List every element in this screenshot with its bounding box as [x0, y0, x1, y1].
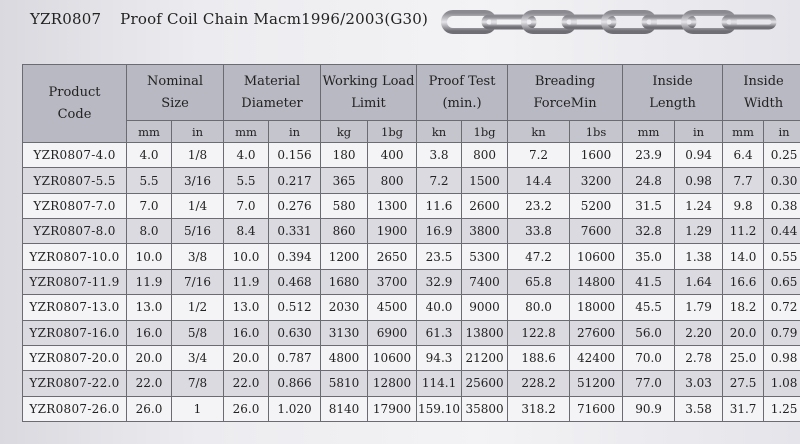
table-cell: 7/16 — [172, 269, 224, 294]
product-code-cell: YZR0807-20.0 — [23, 345, 127, 370]
table-cell: 77.0 — [623, 371, 675, 396]
table-cell: 27.5 — [723, 371, 764, 396]
table-cell: 0.30 — [764, 168, 800, 193]
unit-header: mm — [127, 121, 172, 143]
table-cell: 0.38 — [764, 193, 800, 218]
table-cell: 20.0 — [224, 345, 269, 370]
table-cell: 1 — [172, 396, 224, 421]
table-cell: 31.5 — [623, 193, 675, 218]
table-cell: 0.468 — [269, 269, 321, 294]
table-cell: 1.79 — [675, 295, 723, 320]
unit-header: in — [172, 121, 224, 143]
table-cell: 188.6 — [508, 345, 570, 370]
table-cell: 7600 — [570, 219, 623, 244]
table-cell: 1/8 — [172, 143, 224, 168]
table-cell: 114.1 — [417, 371, 462, 396]
table-cell: 25.0 — [723, 345, 764, 370]
table-cell: 3/8 — [172, 244, 224, 269]
header-material-diameter: Material Diameter — [224, 65, 321, 121]
table-cell: 1.020 — [269, 396, 321, 421]
table-cell: 32.8 — [623, 219, 675, 244]
table-cell: 0.156 — [269, 143, 321, 168]
table-cell: 16.0 — [224, 320, 269, 345]
table-cell: 24.8 — [623, 168, 675, 193]
table-cell: 14.0 — [723, 244, 764, 269]
table-cell: 4500 — [368, 295, 417, 320]
table-cell: 1.38 — [675, 244, 723, 269]
unit-header: 1bs — [570, 121, 623, 143]
table-cell: 860 — [321, 219, 368, 244]
product-series-code: YZR0807 — [30, 10, 102, 28]
table-cell: 10.0 — [127, 244, 172, 269]
table-cell: 23.9 — [623, 143, 675, 168]
table-cell: 5810 — [321, 371, 368, 396]
table-cell: 6.4 — [723, 143, 764, 168]
table-row — [23, 168, 800, 193]
header-nominal-size: Nominal Size — [127, 65, 224, 121]
table-cell: 2.20 — [675, 320, 723, 345]
product-code-cell: YZR0807-13.0 — [23, 295, 127, 320]
table-cell: 41.5 — [623, 269, 675, 294]
table-cell: 5300 — [462, 244, 508, 269]
table-cell: 18.2 — [723, 295, 764, 320]
unit-header: kn — [508, 121, 570, 143]
table-cell: 580 — [321, 193, 368, 218]
product-code-cell: YZR0807-4.0 — [23, 143, 127, 168]
chain-photo — [440, 4, 780, 40]
table-cell: 0.98 — [764, 345, 800, 370]
table-cell: 180 — [321, 143, 368, 168]
table-row — [23, 143, 800, 168]
product-code-cell: YZR0807-8.0 — [23, 219, 127, 244]
table-cell: 1.64 — [675, 269, 723, 294]
table-cell: 21200 — [462, 345, 508, 370]
table-cell: 0.512 — [269, 295, 321, 320]
header — [30, 10, 428, 28]
table-cell: 0.65 — [764, 269, 800, 294]
product-code-cell: YZR0807-5.5 — [23, 168, 127, 193]
table-cell: 122.8 — [508, 320, 570, 345]
table-cell: 7.7 — [723, 168, 764, 193]
table-cell: 3.8 — [417, 143, 462, 168]
table-row — [23, 345, 800, 370]
table-cell: 5.5 — [224, 168, 269, 193]
table-cell: 0.394 — [269, 244, 321, 269]
unit-header: 1bg — [368, 121, 417, 143]
table-cell: 2.78 — [675, 345, 723, 370]
table-row — [23, 371, 800, 396]
spec-table — [22, 64, 800, 422]
unit-header: kn — [417, 121, 462, 143]
table-cell: 4.0 — [127, 143, 172, 168]
table-cell: 32.9 — [417, 269, 462, 294]
table-cell: 2600 — [462, 193, 508, 218]
product-code-cell: YZR0807-11.9 — [23, 269, 127, 294]
table-cell: 0.217 — [269, 168, 321, 193]
table-cell: 40.0 — [417, 295, 462, 320]
table-cell: 0.98 — [675, 168, 723, 193]
table-cell: 2030 — [321, 295, 368, 320]
unit-header: in — [269, 121, 321, 143]
product-code-cell: YZR0807-7.0 — [23, 193, 127, 218]
table-cell: 365 — [321, 168, 368, 193]
unit-header: in — [675, 121, 723, 143]
table-cell: 26.0 — [224, 396, 269, 421]
header-inside-length: Inside Length — [623, 65, 723, 121]
table-cell: 16.6 — [723, 269, 764, 294]
table-cell: 35800 — [462, 396, 508, 421]
table-cell: 47.2 — [508, 244, 570, 269]
table-cell: 16.0 — [127, 320, 172, 345]
table-cell: 35.0 — [623, 244, 675, 269]
table-cell: 20.0 — [127, 345, 172, 370]
table-cell: 14.4 — [508, 168, 570, 193]
table-cell: 1.29 — [675, 219, 723, 244]
table-cell: 1500 — [462, 168, 508, 193]
table-row — [23, 320, 800, 345]
table-row — [23, 269, 800, 294]
table-cell: 159.10 — [417, 396, 462, 421]
table-cell: 1300 — [368, 193, 417, 218]
table-cell: 1.24 — [675, 193, 723, 218]
table-cell: 94.3 — [417, 345, 462, 370]
table-cell: 7/8 — [172, 371, 224, 396]
unit-header: 1bg — [462, 121, 508, 143]
table-cell: 3/4 — [172, 345, 224, 370]
product-code-cell: YZR0807-26.0 — [23, 396, 127, 421]
table-cell: 0.72 — [764, 295, 800, 320]
table-cell: 51200 — [570, 371, 623, 396]
table-cell: 7.2 — [417, 168, 462, 193]
table-cell: 0.276 — [269, 193, 321, 218]
table-cell: 0.25 — [764, 143, 800, 168]
table-cell: 800 — [368, 168, 417, 193]
table-cell: 2650 — [368, 244, 417, 269]
table-cell: 26.0 — [127, 396, 172, 421]
unit-header: mm — [224, 121, 269, 143]
table-cell: 14800 — [570, 269, 623, 294]
table-cell: 318.2 — [508, 396, 570, 421]
table-cell: 4.0 — [224, 143, 269, 168]
table-row — [23, 193, 800, 218]
unit-header: mm — [723, 121, 764, 143]
table-cell: 33.8 — [508, 219, 570, 244]
table-cell: 5.5 — [127, 168, 172, 193]
header-product-code: Product Code — [23, 65, 127, 143]
table-cell: 800 — [462, 143, 508, 168]
table-cell: 3130 — [321, 320, 368, 345]
table-cell: 6900 — [368, 320, 417, 345]
table-cell: 0.630 — [269, 320, 321, 345]
table-cell: 3200 — [570, 168, 623, 193]
unit-header: in — [764, 121, 800, 143]
table-cell: 1600 — [570, 143, 623, 168]
table-cell: 20.0 — [723, 320, 764, 345]
table-cell: 10600 — [570, 244, 623, 269]
unit-header: kg — [321, 121, 368, 143]
table-cell: 42400 — [570, 345, 623, 370]
table-cell: 0.787 — [269, 345, 321, 370]
page-title: Proof Coil Chain Macm1996/2003(G30) — [120, 10, 429, 28]
table-cell: 10.0 — [224, 244, 269, 269]
table-cell: 22.0 — [224, 371, 269, 396]
table-cell: 1200 — [321, 244, 368, 269]
table-cell: 17900 — [368, 396, 417, 421]
table-cell: 1/2 — [172, 295, 224, 320]
table-cell: 11.2 — [723, 219, 764, 244]
table-cell: 7.0 — [127, 193, 172, 218]
table-cell: 16.9 — [417, 219, 462, 244]
table-cell: 56.0 — [623, 320, 675, 345]
table-cell: 8.0 — [127, 219, 172, 244]
table-row — [23, 219, 800, 244]
table-cell: 11.9 — [127, 269, 172, 294]
table-cell: 25600 — [462, 371, 508, 396]
table-cell: 7.0 — [224, 193, 269, 218]
table-cell: 80.0 — [508, 295, 570, 320]
table-cell: 45.5 — [623, 295, 675, 320]
table-cell: 9000 — [462, 295, 508, 320]
table-cell: 8.4 — [224, 219, 269, 244]
table-cell: 0.866 — [269, 371, 321, 396]
table-row — [23, 295, 800, 320]
table-row — [23, 244, 800, 269]
table-cell: 11.6 — [417, 193, 462, 218]
table-cell: 0.44 — [764, 219, 800, 244]
table-cell: 1/4 — [172, 193, 224, 218]
table-cell: 5/16 — [172, 219, 224, 244]
table-cell: 13.0 — [127, 295, 172, 320]
table-cell: 65.8 — [508, 269, 570, 294]
table-cell: 13.0 — [224, 295, 269, 320]
table-cell: 12800 — [368, 371, 417, 396]
header-proof-test: Proof Test (min.) — [417, 65, 508, 121]
table-cell: 22.0 — [127, 371, 172, 396]
table-cell: 5200 — [570, 193, 623, 218]
table-cell: 3700 — [368, 269, 417, 294]
table-row — [23, 396, 800, 421]
table-cell: 18000 — [570, 295, 623, 320]
table-cell: 27600 — [570, 320, 623, 345]
table-cell: 11.9 — [224, 269, 269, 294]
table-cell: 4800 — [321, 345, 368, 370]
unit-header: mm — [623, 121, 675, 143]
product-code-cell: YZR0807-10.0 — [23, 244, 127, 269]
table-cell: 90.9 — [623, 396, 675, 421]
table-cell: 7.2 — [508, 143, 570, 168]
table-cell: 7400 — [462, 269, 508, 294]
table-cell: 0.331 — [269, 219, 321, 244]
header-inside-width: Inside Width — [723, 65, 800, 121]
table-cell: 5/8 — [172, 320, 224, 345]
table-cell: 8140 — [321, 396, 368, 421]
table-cell: 3/16 — [172, 168, 224, 193]
header-breaking-force: Breading ForceMin — [508, 65, 623, 121]
header-working-load-limit: Working Load Limit — [321, 65, 417, 121]
table-cell: 3.58 — [675, 396, 723, 421]
table-cell: 70.0 — [623, 345, 675, 370]
product-code-cell: YZR0807-22.0 — [23, 371, 127, 396]
table-cell: 9.8 — [723, 193, 764, 218]
table-cell: 71600 — [570, 396, 623, 421]
table-cell: 10600 — [368, 345, 417, 370]
table-cell: 61.3 — [417, 320, 462, 345]
table-cell: 0.55 — [764, 244, 800, 269]
table-cell: 1680 — [321, 269, 368, 294]
table-cell: 0.79 — [764, 320, 800, 345]
table-cell: 23.2 — [508, 193, 570, 218]
table-cell: 13800 — [462, 320, 508, 345]
table-cell: 1.08 — [764, 371, 800, 396]
table-cell: 1.25 — [764, 396, 800, 421]
table-cell: 0.94 — [675, 143, 723, 168]
table-cell: 3800 — [462, 219, 508, 244]
table-cell: 228.2 — [508, 371, 570, 396]
table-cell: 3.03 — [675, 371, 723, 396]
product-code-cell: YZR0807-16.0 — [23, 320, 127, 345]
table-cell: 400 — [368, 143, 417, 168]
table-cell: 1900 — [368, 219, 417, 244]
table-cell: 23.5 — [417, 244, 462, 269]
table-cell: 31.7 — [723, 396, 764, 421]
